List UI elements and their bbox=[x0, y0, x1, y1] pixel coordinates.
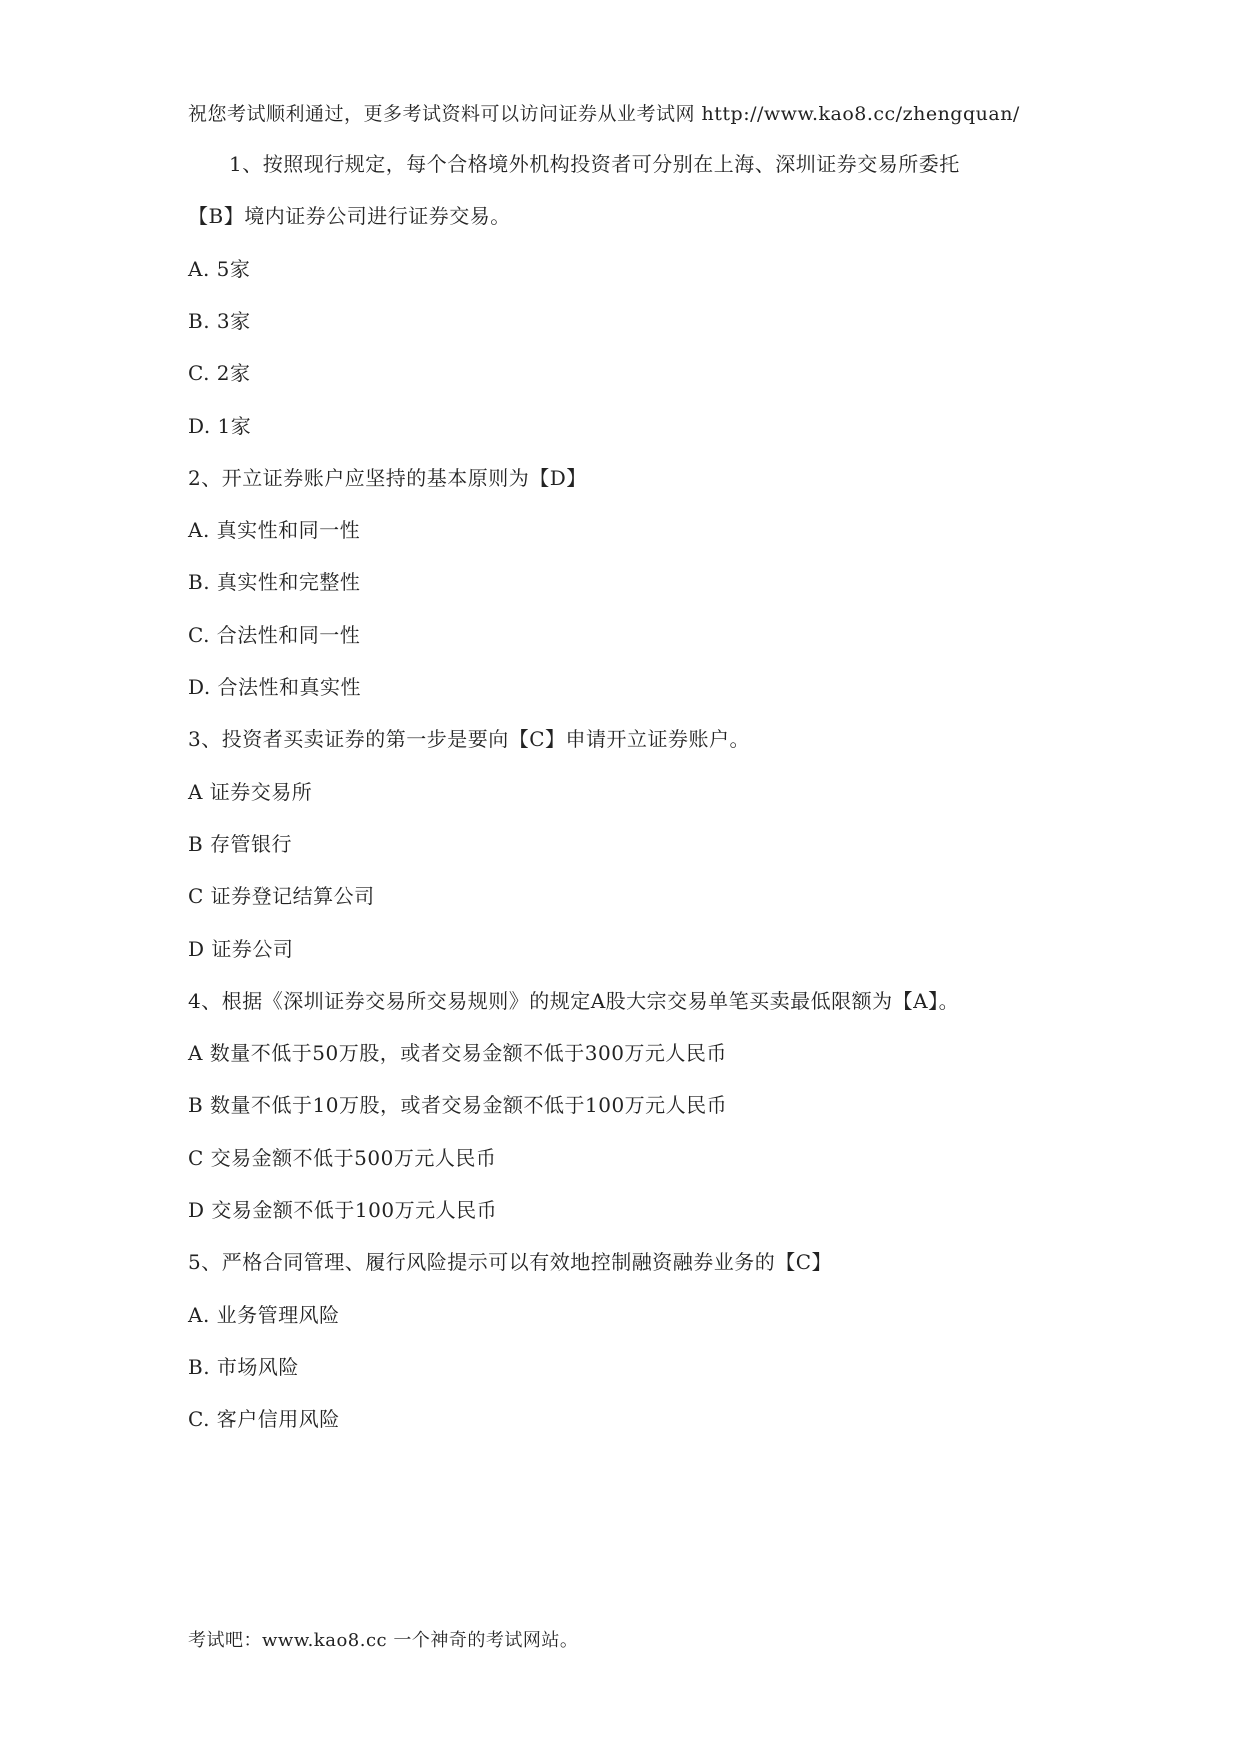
page-header: 祝您考试顺利通过，更多考试资料可以访问证券从业考试网 http://www.kao8.cc/zhengquan/ bbox=[188, 103, 1020, 125]
text-line: 1、按照现行规定，每个合格境外机构投资者可分别在上海、深圳证券交易所委托 bbox=[188, 152, 960, 176]
text-line: 3、投资者买卖证券的第一步是要向【C】申请开立证券账户。 bbox=[188, 727, 751, 751]
text-line: A. 业务管理风险 bbox=[188, 1303, 340, 1327]
text-line: C 证券登记结算公司 bbox=[188, 884, 375, 908]
text-line: D 证券公司 bbox=[188, 937, 294, 961]
text-line: B 存管银行 bbox=[188, 832, 293, 856]
text-line: 2、开立证券账户应坚持的基本原则为【D】 bbox=[188, 466, 587, 490]
page-footer: 考试吧：www.kao8.cc 一个神奇的考试网站。 bbox=[188, 1630, 579, 1651]
text-line: B. 3家 bbox=[188, 309, 251, 333]
text-line: D. 合法性和真实性 bbox=[188, 675, 362, 699]
text-line: C. 合法性和同一性 bbox=[188, 623, 361, 647]
text-line: C 交易金额不低于500万元人民币 bbox=[188, 1146, 497, 1170]
text-line: A. 5家 bbox=[188, 257, 251, 281]
text-line: B 数量不低于10万股，或者交易金额不低于100万元人民币 bbox=[188, 1093, 728, 1117]
text-line: 4、根据《深圳证券交易所交易规则》的规定A股大宗交易单笔买卖最低限额为【A】。 bbox=[188, 989, 960, 1013]
text-line: A. 真实性和同一性 bbox=[188, 518, 361, 542]
text-line: B. 市场风险 bbox=[188, 1355, 299, 1379]
text-line: 【B】境内证券公司进行证券交易。 bbox=[188, 204, 511, 228]
text-line: A 证券交易所 bbox=[188, 780, 313, 804]
text-line: D 交易金额不低于100万元人民币 bbox=[188, 1198, 498, 1222]
text-line: C. 2家 bbox=[188, 361, 251, 385]
text-line: B. 真实性和完整性 bbox=[188, 570, 361, 594]
text-line: C. 客户信用风险 bbox=[188, 1407, 340, 1431]
text-line: A 数量不低于50万股，或者交易金额不低于300万元人民币 bbox=[188, 1041, 727, 1065]
text-line: D. 1家 bbox=[188, 414, 252, 438]
text-line: 5、严格合同管理、履行风险提示可以有效地控制融资融券业务的【C】 bbox=[188, 1250, 833, 1274]
